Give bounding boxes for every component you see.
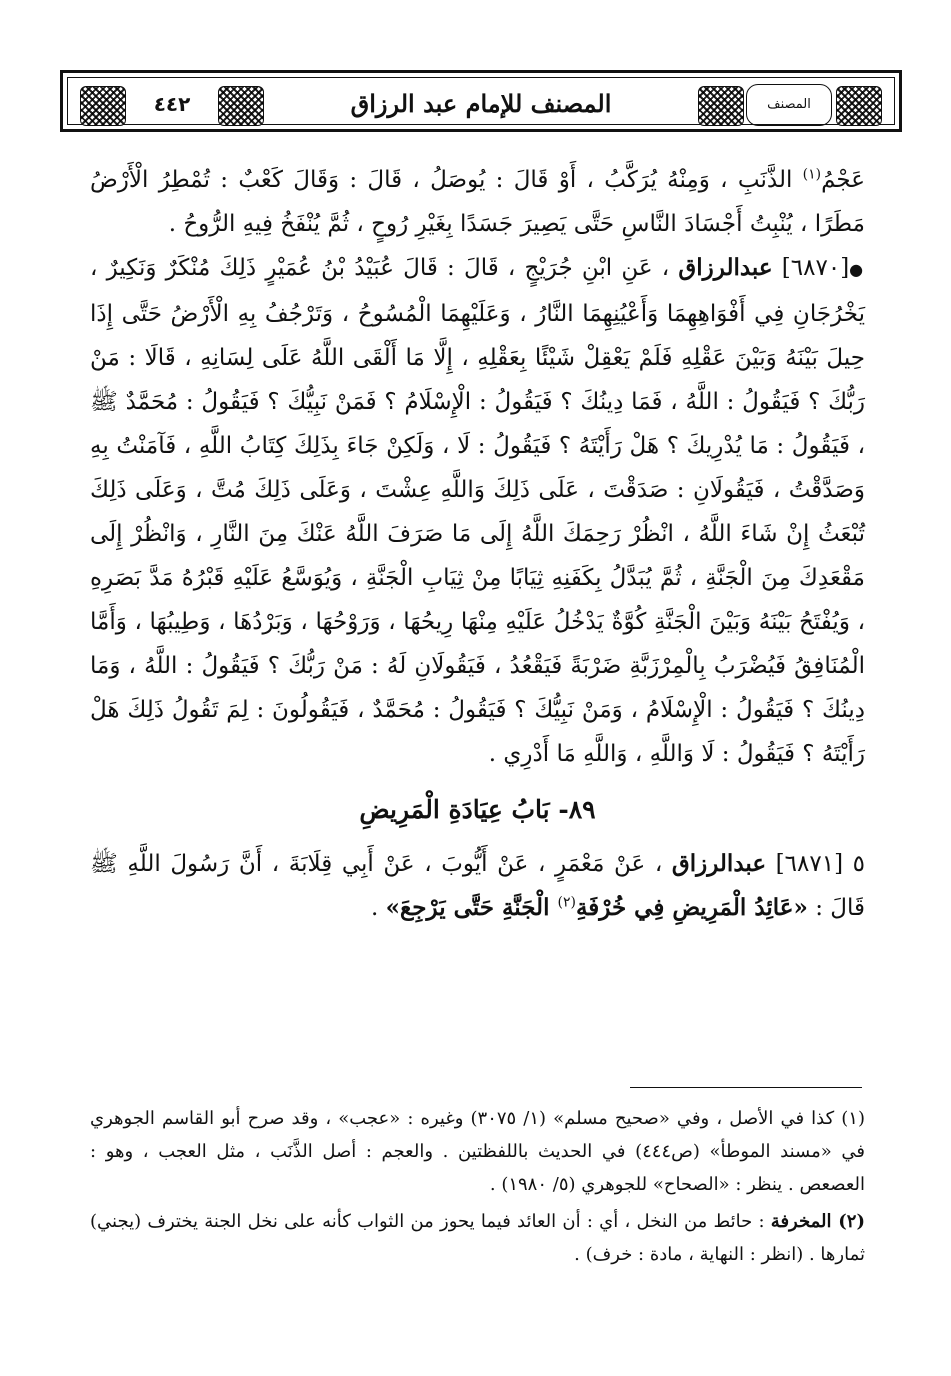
hadith-number: [٦٨٧١] [775,851,844,877]
narrator-name: عبدالرزاق [671,850,767,877]
bullet-icon: ● [849,260,866,279]
footnote-text: : حائط من النخل ، أي : أن العائد فيما يحوز من الثواب كأنه على نخل الجنة يخترف (يجني) ثمارها . (انظر : النهاية ، مادة : خرف) . [90,1211,865,1265]
book-badge: المصنف [746,84,832,126]
quote-text: الْجَنَّةِ حَتَّى يَرْجِعَ» [385,894,558,921]
ornament-icon [836,86,882,126]
page-header [60,70,902,132]
hadith-number: [٦٨٧٠] [781,255,850,281]
main-text [90,158,865,930]
paragraph-continuation [90,158,865,246]
narrator-name: عبدالرزاق [678,254,773,281]
page-number: ٤٤٢ [153,92,191,116]
text-span: عَجْمُ [821,167,865,193]
footnote-2 [90,1205,865,1271]
footnote-1: (١) كذا في الأصل ، وفي «صحيح مسلم» (١/ ٣٠٧٥) وغيره : «عجب» ، وقد صرح أبو القاسم الجوهري في «مسند الموطأ» (ص٤٤٤) في الحديث باللفظتين . والعجم : أصل الذَّنَب ، مثل العجب ، وهو : العصعص . ينظر : «الصحاح» للجوهري (٥/ ١٩٨٠) . [90,1108,865,1195]
hadith-6870 [90,246,865,776]
ornament-icon [218,86,264,126]
footnote-divider [630,1087,862,1088]
text-span: . [371,895,386,921]
header-inner-frame [67,77,895,125]
running-title: المصنف للإمام عبد الرزاق [350,89,612,118]
hadith-text: ، عَنِ ابْنِ جُرَيْجٍ ، قَالَ : قَالَ عُبَيْدُ بْنُ عُمَيْرٍ ذَلِكَ مُنْكَرٌ وَنَكِيرٌ ، يَخْرُجَانِ فِي أَفْوَاهِهِمَا وَأَعْيُنِهِمَا النَّارُ ، وَعَلَيْهِمَا الْمُسُوحُ ، وَتَرْجُفُ بِهِ الْأَرْضُ حَتَّى إِذَا حِيلَ بَيْنَهُ وَبَيْنَ عَقْلِهِ فَلَمْ يَعْقِلْ شَيْئًا بِعَقْلِهِ ، إِلَّا مَا أَلْقَى اللَّهُ عَلَى لِسَانِهِ ، قَالَا : مَنْ رَبُّكَ ؟ فَيَقُولُ : اللَّهُ ، فَمَا دِينُكَ ؟ فَيَقُولُ : الْإِسْلَامُ ؟ فَمَنْ نَبِيُّكَ ؟ فَيَقُولُ : مُحَمَّدٌ ﷺ ، فَيَقُولُ : مَا يُدْرِيكَ ؟ هَلْ رَأَيْتَهُ ؟ فَيَقُولُ : لَا ، وَلَكِنْ جَاءَ بِذَلِكَ كِتَابُ اللَّهِ ، فَآمَنْتُ بِهِ وَصَدَّقْتُ ، فَيَقُولَانِ : صَدَقْتَ ، عَلَى ذَلِكَ وَاللَّهِ عِشْتَ ، وَعَلَى ذَلِكَ مُتَّ ، وَعَلَى ذَلِكَ تُبْعَثُ إِنْ شَاءَ اللَّهُ ، انْظُرْ رَحِمَكَ اللَّهُ إِلَى مَا صَرَفَ اللَّهُ عَنْكَ مِنَ النَّارِ ، وَانْظُرْ إِلَى مَقْعَدِكَ مِنَ الْجَنَّةِ ، ثُمَّ يُبَدَّلُ بِكَفَنِهِ ثِيَابًا مِنْ ثِيَابِ الْجَنَّةِ ، وَيُوَسَّعُ عَلَيْهِ قَبْرُهُ مَدَّ بَصَرِهِ ، وَيُفْتَحُ بَيْنَهُ وَبَيْنَ الْجَنَّةِ كُوَّةٌ يَدْخُلُ عَلَيْهِ مِنْهَا رِيحُهَا ، وَرَوْحُهَا ، وَبَرْدُهَا ، وَطِيبُهَا ، وَأَمَّا الْمُنَافِقُ فَيُضْرَبُ بِالْمِرْزَبَّةِ ضَرْبَةً فَيَقْعُدُ ، فَيَقُولَانِ لَهُ : مَنْ رَبُّكَ ؟ فَيَقُولُ : اللَّهُ ، وَمَا دِينُكَ ؟ فَيَقُولُ : الْإِسْلَامُ ، وَمَنْ نَبِيُّكَ ؟ فَيَقُولُ : مُحَمَّدٌ ، فَيَقُولُونَ : لِمَ تَقُولُ ذَلِكَ هَلْ رَأَيْتَهُ ؟ فَيَقُولُ : لَا وَاللَّهِ ، وَاللَّهِ مَا أَدْرِي . [90,255,865,767]
footnotes [90,1102,865,1275]
footnote-label: (٢) المخرفة [770,1211,865,1232]
footnote-marker: (٢) [557,894,576,911]
text-span: الذَّنَبِ ، وَمِنْهُ يُرَكَّبُ ، أَوْ قَالَ : يُوصَلُ ، قَالَ : وَقَالَ كَعْبٌ : تُمْطِرُ الْأَرْضُ مَطَرًا ، يُنْبِتُ أَجْسَادَ النَّاسِ حَتَّى يَصِيرَ جَسَدًا بِغَيْرِ رُوحٍ ، ثُمَّ يُنْفَخُ فِيهِ الرُّوحُ . [90,167,865,237]
quote-text: «عَائِدُ الْمَرِيضِ فِي خُرْفَةِ [575,894,808,921]
hadith-6871 [90,842,865,930]
footnote-marker: (١) [802,166,822,183]
hadith-mark: ٥ [852,851,866,877]
ornament-icon [698,86,744,126]
ornament-icon [80,86,126,126]
section-heading: ٨٩- بَابُ عِيَادَةِ الْمَرِيضِ [359,795,596,824]
hadith-text: ، عَنْ مَعْمَرٍ ، عَنْ أَيُّوبَ ، عَنْ أَبِي قِلَابَةَ ، أَنَّ رَسُولَ اللَّهِ ﷺ قَالَ : [90,851,865,921]
